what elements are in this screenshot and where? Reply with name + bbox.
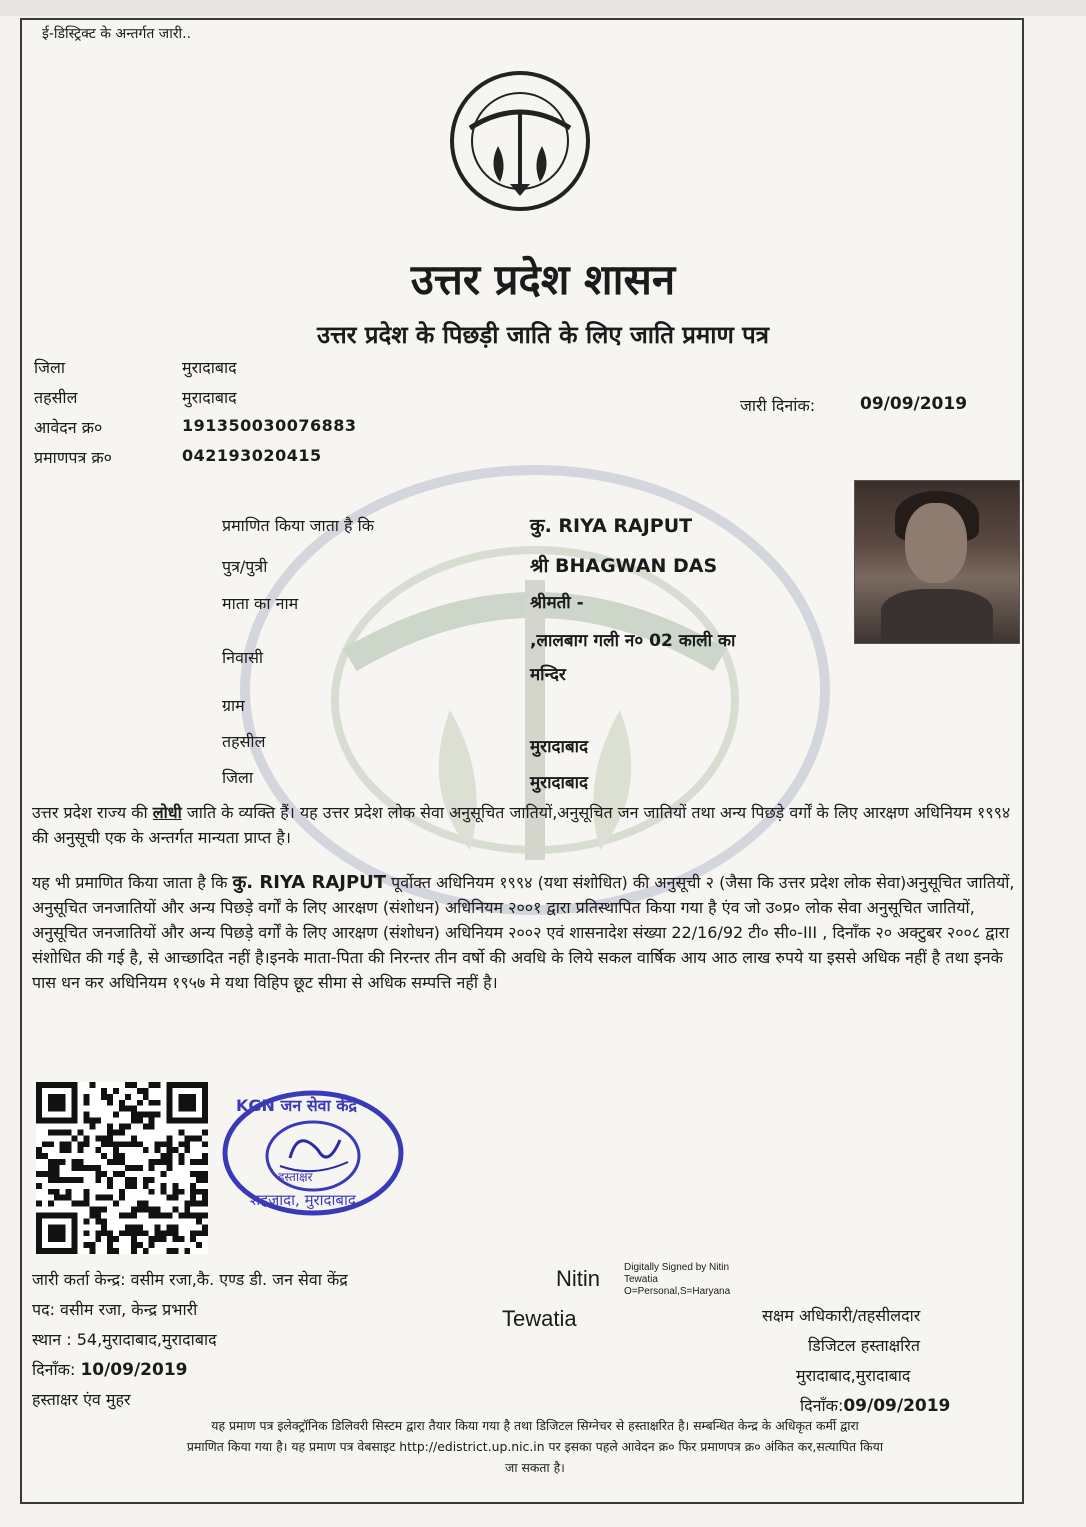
- issuer-date: दिनाँक: 10/09/2019: [32, 1360, 188, 1380]
- officer-title: सक्षम अधिकारी/तहसीलदार: [762, 1306, 921, 1325]
- disclaimer: यह प्रमाण पत्र इलेक्ट्रॉनिक डिलिवरी सिस्टम द्वारा तैयार किया गया है तथा डिजिटल सिग्नेचर से हस्ताक्षरित है। सम्बन्धित केन्द्र के अधिकृत कर्मी द्वारा प्रमाणित किया गया है। यह प्रमाण पत्र वेबसाइट http://edistrict.up.nic.in पर इसका पहले आवेदन क्र० फिर प्रमाणपत्र क्र० अंकित कर,सत्यापित किया जा सकता है।: [186, 1418, 884, 1475]
- officer-date-value: 09/09/2019: [843, 1396, 951, 1416]
- mother-name: श्रीमती -: [530, 593, 584, 613]
- meta-certificate-value: 042193020415: [182, 446, 322, 465]
- issuer-post: पद: वसीम रजा, केन्द्र प्रभारी: [32, 1300, 198, 1319]
- child-of-label: पुत्र/पुत्री: [222, 557, 268, 576]
- issuer-date-value: 10/09/2019: [80, 1360, 188, 1380]
- officer-date: दिनाँक:09/09/2019: [800, 1396, 951, 1416]
- officer-digital: डिजिटल हस्ताक्षरित: [808, 1336, 920, 1355]
- qr-code-icon: [36, 1082, 208, 1254]
- resident-address-line-2: मन्दिर: [530, 665, 566, 685]
- resident-address-line-1: ,लालबाग गली न० 02 काली का: [530, 631, 736, 651]
- certify-label: प्रमाणित किया जाता है कि: [222, 516, 375, 535]
- meta-tehsil-label: तहसील: [34, 388, 78, 407]
- digital-sign-name-1: Nitin: [556, 1266, 601, 1291]
- meta-application-value: 191350030076883: [182, 416, 357, 435]
- header-note: ई-डिस्ट्रिक्ट के अन्तर्गत जारी..: [42, 26, 192, 42]
- paragraph-applicant-name: कु. RIYA RAJPUT: [232, 872, 387, 893]
- digital-sign-details: Digitally Signed by Nitin Tewatia O=Personal,S=Haryana: [624, 1262, 731, 1297]
- scan-top-strip: [0, 0, 1086, 16]
- stamp-text-top: KGN जन सेवा केंद्र: [236, 1096, 358, 1115]
- meta-district-value: मुरादाबाद: [182, 358, 237, 377]
- meta-tehsil-value: मुरादाबाद: [182, 388, 237, 407]
- field-district-label: जिला: [222, 768, 254, 787]
- officer-place: मुरादाबाद,मुरादाबाद: [796, 1366, 911, 1385]
- issue-date-label: जारी दिनांक:: [740, 396, 816, 415]
- meta-certificate-label: प्रमाणपत्र क्र०: [34, 448, 112, 467]
- resident-label: निवासी: [222, 648, 264, 667]
- page-subtitle: उत्तर प्रदेश के पिछड़ी जाति के लिए जाति प्रमाण पत्र: [316, 321, 770, 349]
- state-emblem-icon: [440, 66, 600, 216]
- stamp-text-bottom: शहजादा, मुरादाबाद: [250, 1191, 356, 1209]
- paragraph-eligibility: यह भी प्रमाणित किया जाता है कि कु. RIYA RAJPUT पूर्वोक्त अधिनियम १९९४ (यथा संशोधित) की अनुसूची २ (जैसा कि उत्तर प्रदेश लोक सेवा)अनुसूचित जातियों, अनुसूचित जनजातियों और अन्य पिछड़े वर्गों के लिए आरक्षण (संशोधन) अधिनियम २००१ द्वारा प्रतिस्थापित किया गया है एंव जो उ०प्र० लोक सेवा अनुसूचित जातियों, अनुसूचित जनजातियों और अन्य पिछड़े वर्गों के लिए आरक्षण (संशोधन) अधिनियम २००२ एवं शासनादेश संख्या 22/16/92 टी० सी०-III , दिनाँक २० अक्टुबर २००८ द्वारा संशोधित की गई है, से आच्छादित नहीं है।इनके माता-पिता की निरन्तर तीन वर्षो की अवधि के लिये सकल वार्षिक आय आठ लाख रुपये या इससे अधिक नहीं है तथा इनके पास धन कर अधिनियम १९५७ मे यथा विहिप छूट सीमा से अधिक सम्पत्ति नहीं है।: [32, 872, 1015, 992]
- issuer-sign-seal: हस्ताक्षर एंव मुहर: [32, 1390, 131, 1409]
- caste-name: लोधी: [152, 803, 182, 822]
- digital-sign-name-2: Tewatia: [502, 1306, 577, 1331]
- certify-name: कु. RIYA RAJPUT: [530, 515, 693, 537]
- stamp-signature-label: हस्ताक्षर: [278, 1170, 313, 1184]
- meta-district-label: जिला: [34, 358, 66, 377]
- page-title: उत्तर प्रदेश शासन: [410, 255, 676, 304]
- meta-application-label: आवेदन क्र०: [34, 418, 103, 437]
- paragraph-caste: उत्तर प्रदेश राज्य की लोधी जाति के व्यक्ति हैं। यह उत्तर प्रदेश लोक सेवा अनुसूचित जातियों,अनुसूचित जन जातियों तथा अन्य पिछड़े वर्गों के लिए आरक्षण अधिनियम १९९४ की अनुसूची एक के अन्तर्गत मान्यता प्राप्त है।: [32, 803, 1011, 847]
- field-tehsil-value: मुरादाबाद: [530, 737, 589, 757]
- village-label: ग्राम: [222, 696, 245, 715]
- father-name: श्री BHAGWAN DAS: [530, 555, 718, 577]
- issuer-centre: जारी कर्ता केन्द्र: वसीम रजा,कै. एण्ड डी. जन सेवा केंद्र: [32, 1270, 348, 1289]
- field-district-value: मुरादाबाद: [530, 773, 589, 793]
- field-tehsil-label: तहसील: [222, 732, 266, 751]
- issuer-place: स्थान : 54,मुरादाबाद,मुरादाबाद: [32, 1330, 217, 1349]
- mother-label: माता का नाम: [222, 594, 299, 613]
- issue-date-value: 09/09/2019: [860, 394, 968, 414]
- applicant-photo: [854, 480, 1020, 644]
